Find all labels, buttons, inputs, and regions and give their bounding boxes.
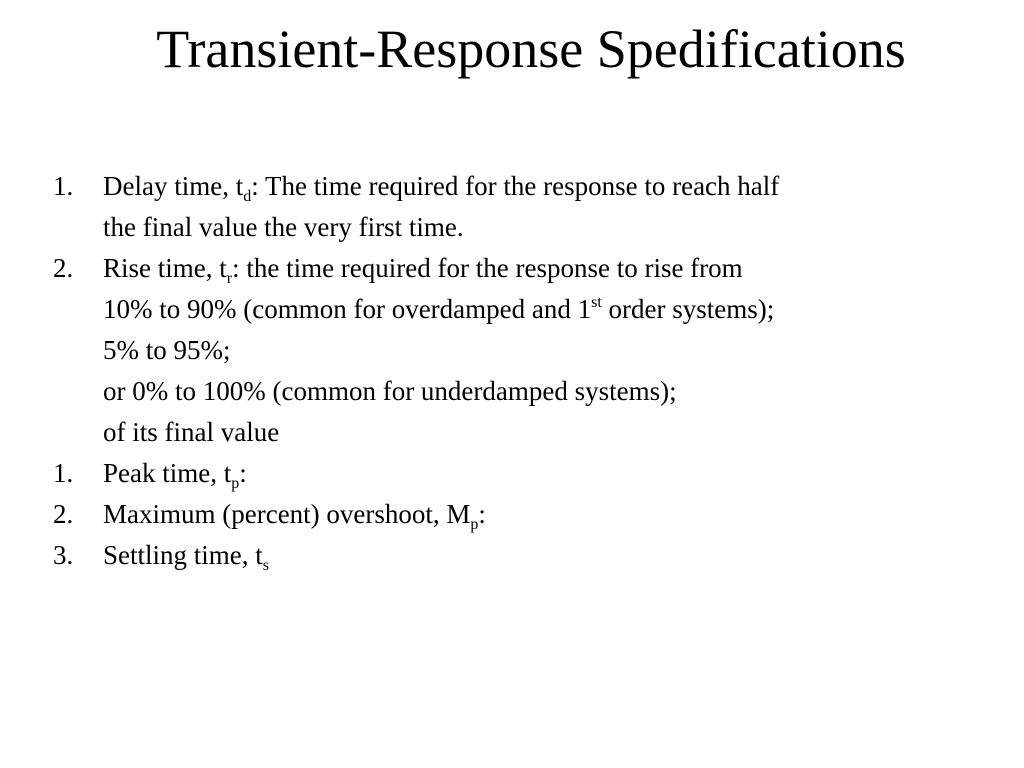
term-subscript: p: [231, 475, 240, 492]
continuation-text: [103, 289, 774, 330]
list-text: [103, 535, 269, 576]
list-text: [103, 453, 247, 494]
ordinal-superscript: st: [591, 294, 602, 311]
list-number: 3.: [53, 540, 74, 570]
continuation-text: 5% to 95%;: [103, 335, 231, 365]
list-text: [103, 248, 743, 289]
list-item-continuation: [0, 371, 1024, 412]
list-number: 1.: [53, 171, 74, 201]
term-subscript: r: [226, 270, 233, 287]
term-label: Maximum (percent) overshoot, M: [103, 499, 471, 529]
term-subscript: s: [262, 557, 269, 574]
continuation-text: or 0% to 100% (common for underdamped systems);: [103, 376, 677, 406]
term-label: Peak time, t: [103, 458, 232, 488]
term-subscript: p: [470, 516, 479, 533]
term-definition: :: [478, 499, 486, 529]
list-number: 1.: [53, 458, 74, 488]
list-item-settling-time: [0, 535, 1024, 576]
term-label: Delay time, t: [103, 171, 244, 201]
list-item-delay-time: [0, 166, 1024, 207]
slide-title: Transient-Response Spedifications: [156, 19, 906, 79]
list-item-peak-time: [0, 453, 1024, 494]
term-subscript: d: [243, 188, 252, 205]
list-item-continuation: [0, 207, 1024, 248]
continuation-text: of its final value: [103, 417, 280, 447]
list-text: [103, 494, 486, 535]
list-text: [103, 166, 779, 207]
list-number: 2.: [53, 253, 74, 283]
term-definition: : the time required for the response to rise from: [232, 253, 743, 283]
list-item-max-overshoot: [0, 494, 1024, 535]
term-label: Settling time, t: [103, 540, 263, 570]
continuation-text: the final value the very first time.: [103, 212, 464, 242]
list-item-continuation: [0, 289, 1024, 330]
list-item-continuation: [0, 412, 1024, 453]
list-item-rise-time: [0, 248, 1024, 289]
list-item-continuation: [0, 330, 1024, 371]
continuation-text-post: order systems);: [601, 294, 775, 324]
term-definition: :: [239, 458, 247, 488]
continuation-text-pre: 10% to 90% (common for overdamped and 1: [103, 294, 592, 324]
term-definition: : The time required for the response to reach half: [251, 171, 780, 201]
term-label: Rise time, t: [103, 253, 227, 283]
slide-body: [0, 166, 1024, 576]
list-number: 2.: [53, 499, 74, 529]
